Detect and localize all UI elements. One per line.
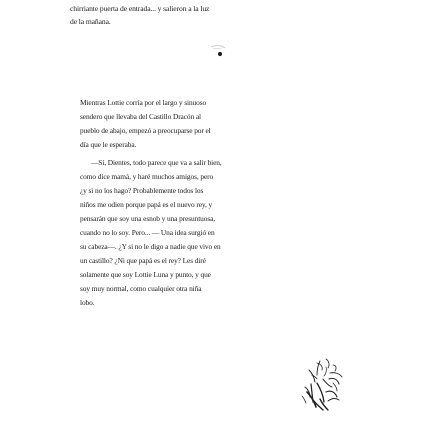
header-line-1: chirriante puerta de entrada... y salieron a la luz [70, 4, 210, 13]
paragraph-2-line-1: —Sí, Dientes, todo parece que va a salir bien, [91, 158, 222, 167]
paragraph-2-line-2: como dice mamá, y haré muchos amigos, pero [80, 172, 214, 181]
header-line-2: de la mañana. [70, 17, 111, 26]
paragraph-2-line-7: su cabeza—. ¿Y si no le digo a nadie que vivo en [80, 242, 221, 251]
paragraph-2-line-11: lobo. [80, 298, 95, 307]
paragraph-1-line-2: sendero que llevaba del Castillo Dracón al [80, 112, 201, 121]
paragraph-2-line-10: soy muy normal, como cualquier otra niña [80, 284, 202, 293]
paragraph-1-line-4: día que le esperaba. [80, 140, 137, 149]
paragraph-2-line-5: pensarán que soy una esnob y una presuntuosa, [80, 214, 216, 223]
paragraph-1-line-3: pueblo de abajo, empezó a preocuparse por el [80, 126, 211, 135]
paragraph-1-line-1: Mientras Lottie corría por el largo y sinuoso [80, 98, 207, 107]
ornament-divider-icon [205, 44, 235, 58]
paragraph-2-line-4: niños me odien porque papá es el nuevo rey, y [80, 200, 213, 209]
paragraph-2-line-3: ¿y si no los hago? Probablemente todos los [80, 186, 204, 195]
paragraph-2-line-9: solamente que soy Lottie Luna y punto, y que [80, 270, 211, 279]
paragraph-2-line-8: un castillo? ¿Ni que papá es el rey? Les diré [80, 256, 206, 265]
paragraph-2-line-6: cuando no lo soy. Pero... — Una idea surgió en [80, 228, 215, 237]
floral-decoration-icon [292, 355, 354, 417]
